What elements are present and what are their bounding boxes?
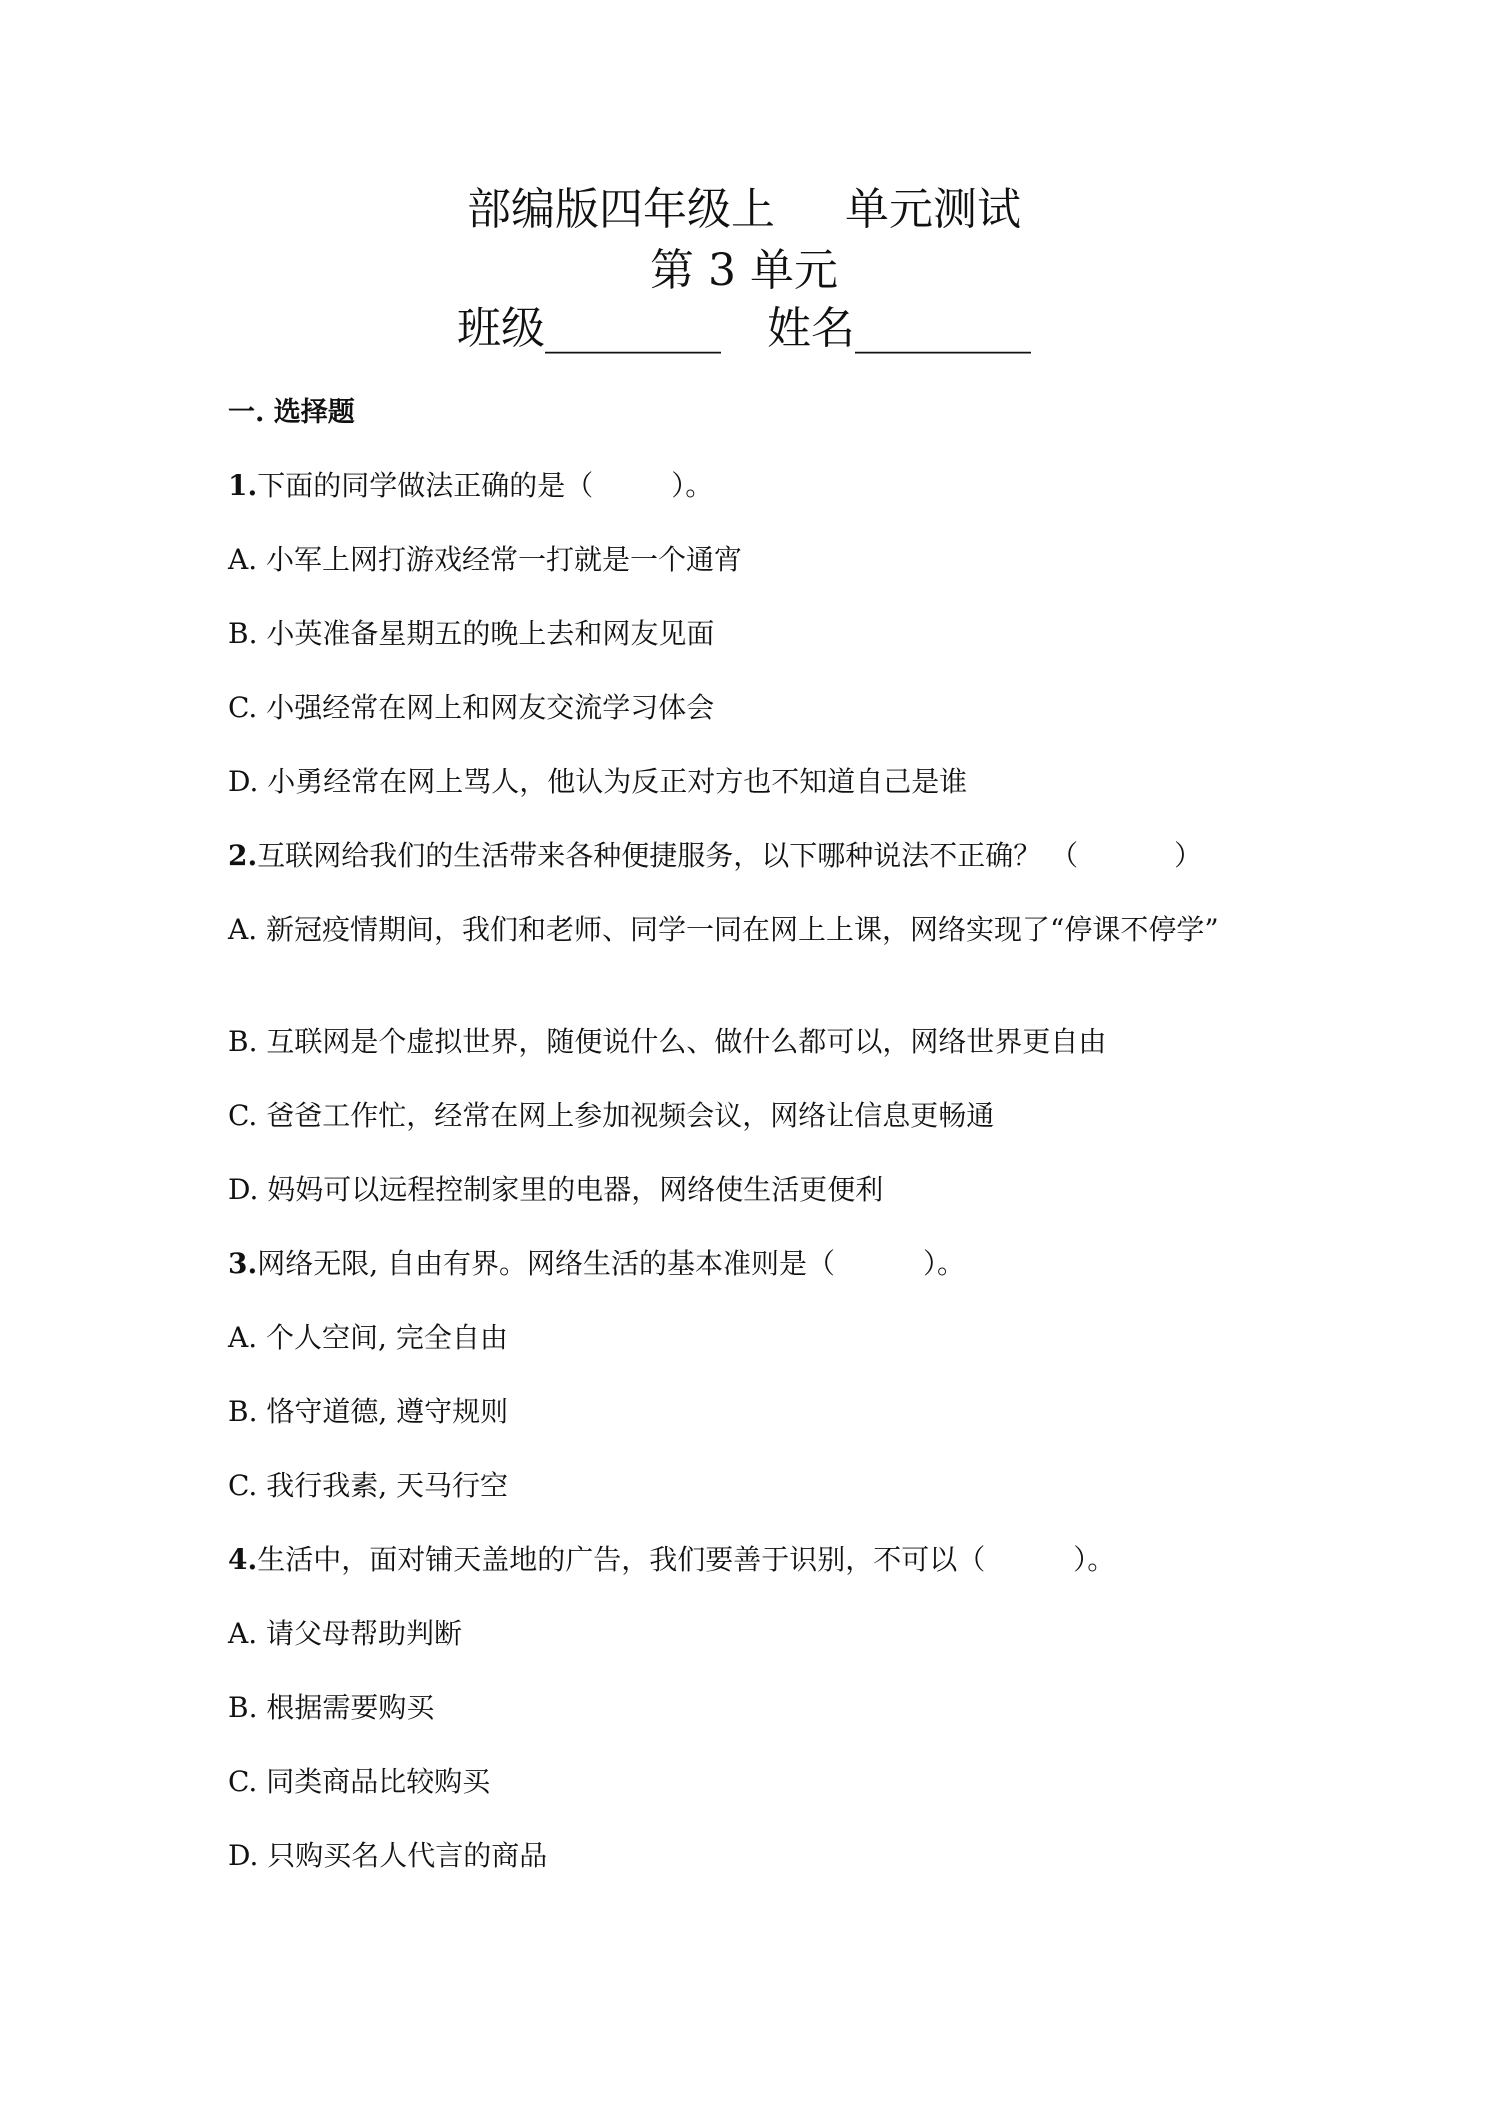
class-blank: ________: [545, 303, 721, 354]
option-item: C. 爸爸工作忙，经常在网上参加视频会议，网络让信息更畅通: [228, 1099, 995, 1132]
option-item: D. 妈妈可以远程控制家里的电器，网络使生活更便利: [228, 1173, 884, 1206]
question-number: 1.: [228, 469, 258, 502]
option-item: A. 小军上网打游戏经常一打就是一个通宵: [228, 543, 743, 576]
option-item: C. 同类商品比较购买: [228, 1765, 491, 1798]
unit-title: 第 3 单元: [650, 245, 838, 296]
page-title: [0, 182, 1488, 238]
option-item: B. 互联网是个虚拟世界，随便说什么、做什么都可以，网络世界更自由: [228, 1025, 1107, 1058]
name-blank: ________: [855, 303, 1031, 354]
section-heading: 一. 选择题: [228, 397, 355, 428]
option-item: B. 恪守道德, 遵守规则: [228, 1395, 509, 1428]
option-item: D. 只购买名人代言的商品: [228, 1839, 548, 1872]
question-number: 2.: [228, 839, 258, 872]
question-3-stem: 3.网络无限, 自由有界。网络生活的基本准则是（ ）。: [228, 1247, 966, 1280]
class-label: 班级: [457, 303, 545, 354]
option-item: A. 新冠疫情期间，我们和老师、同学一同在网上上课，网络实现了“停课不停学”: [228, 913, 1219, 946]
question-2-stem: 2.互联网给我们的生活带来各种便捷服务，以下哪种说法不正确？ （ ）: [228, 839, 1203, 872]
question-number: 4.: [228, 1543, 258, 1576]
option-item: A. 请父母帮助判断: [228, 1617, 463, 1650]
title-grade: 部编版四年级上: [467, 184, 775, 235]
option-item: B. 根据需要购买: [228, 1691, 435, 1724]
name-label: 姓名: [767, 303, 855, 354]
option-item: C. 小强经常在网上和网友交流学习体会: [228, 691, 715, 724]
student-info-line: [0, 301, 1488, 357]
option-item: B. 小英准备星期五的晚上去和网友见面: [228, 617, 715, 650]
option-item: A. 个人空间, 完全自由: [228, 1321, 508, 1354]
question-1-stem: 1.下面的同学做法正确的是（ ）。: [228, 469, 714, 502]
option-item: D. 小勇经常在网上骂人，他认为反正对方也不知道自己是谁: [228, 765, 968, 798]
question-number: 3.: [228, 1247, 258, 1280]
option-item: C. 我行我素, 天马行空: [228, 1469, 509, 1502]
question-4-stem: 4.生活中，面对铺天盖地的广告，我们要善于识别，不可以（ ）。: [228, 1543, 1116, 1576]
title-test: 单元测试: [845, 184, 1021, 235]
